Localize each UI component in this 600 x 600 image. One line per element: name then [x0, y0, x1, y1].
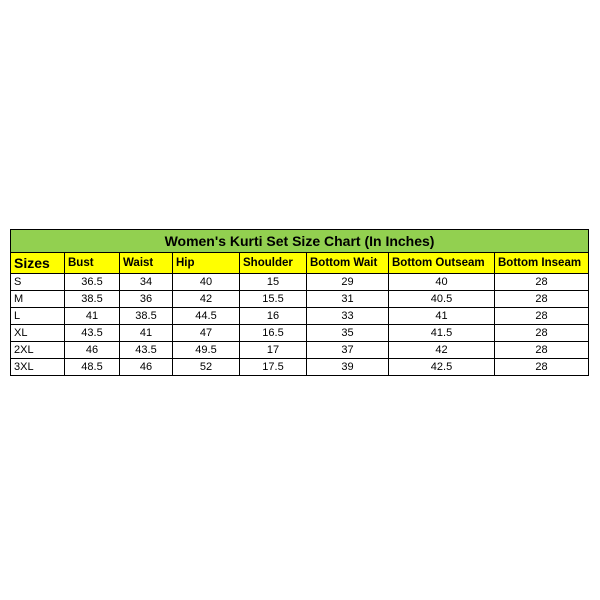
- size-chart-table: [10, 229, 589, 376]
- column-header-shoulder: Shoulder: [240, 253, 307, 274]
- table-row: [11, 359, 589, 376]
- hip-cell: 49.5: [173, 342, 240, 359]
- bottom-outseam-cell: 42.5: [389, 359, 495, 376]
- bottom-inseam-cell: 28: [495, 274, 589, 291]
- bust-cell: 36.5: [65, 274, 120, 291]
- column-header-bottom-inseam: Bottom Inseam: [495, 253, 589, 274]
- bottom-wait-cell: 35: [307, 325, 389, 342]
- shoulder-cell: 15.5: [240, 291, 307, 308]
- hip-cell: 47: [173, 325, 240, 342]
- shoulder-cell: 17.5: [240, 359, 307, 376]
- table-row: [11, 325, 589, 342]
- bottom-wait-cell: 31: [307, 291, 389, 308]
- column-header-sizes: Sizes: [11, 253, 65, 274]
- bust-cell: 48.5: [65, 359, 120, 376]
- waist-cell: 41: [120, 325, 173, 342]
- waist-cell: 36: [120, 291, 173, 308]
- bust-cell: 43.5: [65, 325, 120, 342]
- hip-cell: 44.5: [173, 308, 240, 325]
- table-row: [11, 274, 589, 291]
- size-label-cell: L: [11, 308, 65, 325]
- table-row: [11, 308, 589, 325]
- hip-cell: 42: [173, 291, 240, 308]
- bust-cell: 46: [65, 342, 120, 359]
- header-row: [11, 253, 589, 274]
- waist-cell: 34: [120, 274, 173, 291]
- bottom-wait-cell: 33: [307, 308, 389, 325]
- chart-title: Women's Kurti Set Size Chart (In Inches): [11, 230, 589, 253]
- bottom-inseam-cell: 28: [495, 325, 589, 342]
- column-header-bust: Bust: [65, 253, 120, 274]
- table-row: [11, 291, 589, 308]
- bottom-inseam-cell: 28: [495, 308, 589, 325]
- waist-cell: 38.5: [120, 308, 173, 325]
- bottom-inseam-cell: 28: [495, 291, 589, 308]
- shoulder-cell: 16: [240, 308, 307, 325]
- bottom-outseam-cell: 41.5: [389, 325, 495, 342]
- column-header-bottom-outseam: Bottom Outseam: [389, 253, 495, 274]
- shoulder-cell: 15: [240, 274, 307, 291]
- size-label-cell: M: [11, 291, 65, 308]
- size-label-cell: XL: [11, 325, 65, 342]
- size-label-cell: 3XL: [11, 359, 65, 376]
- size-label-cell: S: [11, 274, 65, 291]
- bottom-inseam-cell: 28: [495, 342, 589, 359]
- column-header-bottom-wait: Bottom Wait: [307, 253, 389, 274]
- hip-cell: 52: [173, 359, 240, 376]
- bottom-outseam-cell: 41: [389, 308, 495, 325]
- table-row: [11, 342, 589, 359]
- bottom-outseam-cell: 42: [389, 342, 495, 359]
- bottom-inseam-cell: 28: [495, 359, 589, 376]
- column-header-waist: Waist: [120, 253, 173, 274]
- bottom-outseam-cell: 40: [389, 274, 495, 291]
- bottom-wait-cell: 29: [307, 274, 389, 291]
- bottom-wait-cell: 39: [307, 359, 389, 376]
- bottom-outseam-cell: 40.5: [389, 291, 495, 308]
- bottom-wait-cell: 37: [307, 342, 389, 359]
- size-label-cell: 2XL: [11, 342, 65, 359]
- waist-cell: 43.5: [120, 342, 173, 359]
- shoulder-cell: 16.5: [240, 325, 307, 342]
- column-header-hip: Hip: [173, 253, 240, 274]
- hip-cell: 40: [173, 274, 240, 291]
- waist-cell: 46: [120, 359, 173, 376]
- bust-cell: 41: [65, 308, 120, 325]
- bust-cell: 38.5: [65, 291, 120, 308]
- shoulder-cell: 17: [240, 342, 307, 359]
- title-row: [11, 230, 589, 253]
